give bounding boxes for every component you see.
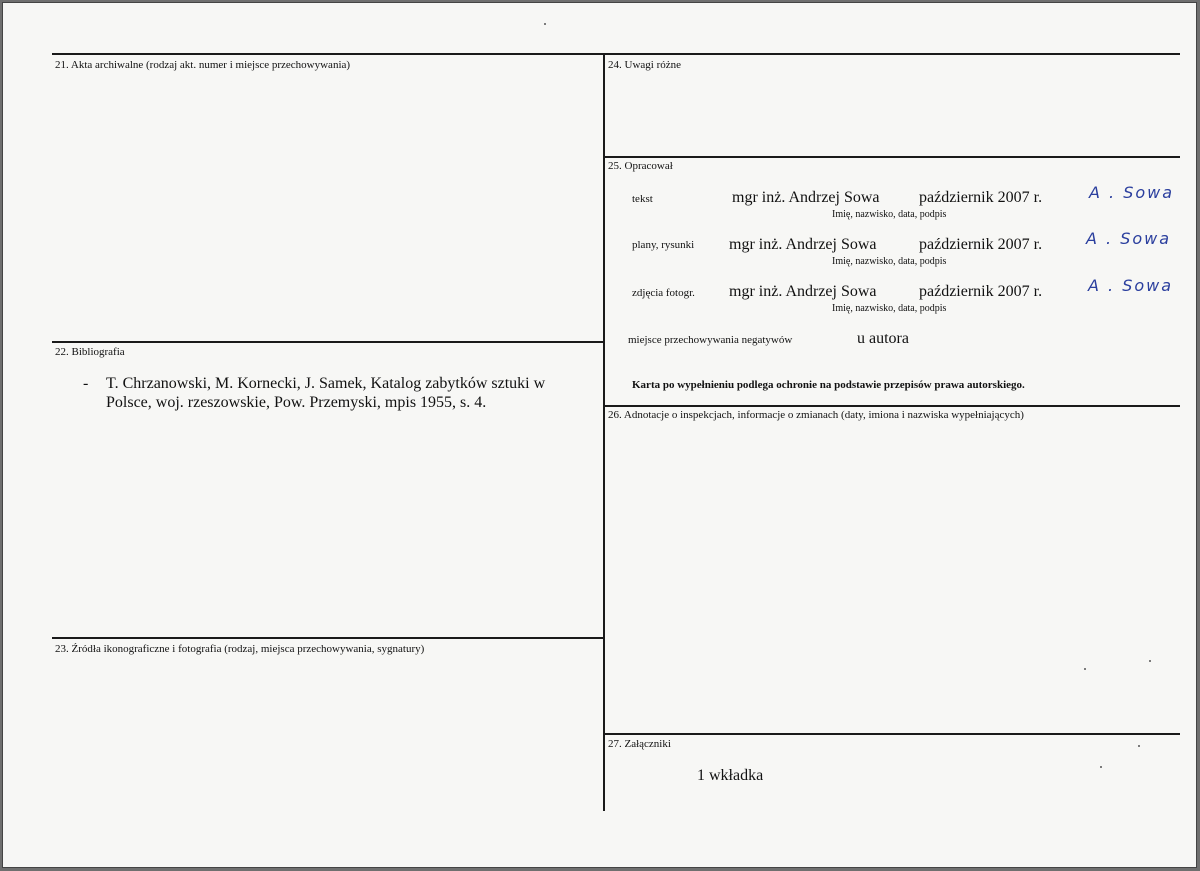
- prepared-author-photos: mgr inż. Andrzej Sowa: [729, 283, 877, 300]
- rule-left-23: [52, 637, 604, 639]
- negatives-storage-value: u autora: [857, 330, 909, 347]
- prepared-caption-photos: Imię, nazwisko, data, podpis: [832, 303, 947, 314]
- signature-text: A . Sowa: [1089, 183, 1175, 202]
- attachments-value: 1 wkładka: [697, 767, 764, 784]
- section-25-label: 25. Opracował: [608, 160, 673, 172]
- scan-speck: [544, 23, 546, 25]
- section-27-label: 27. Załączniki: [608, 738, 671, 750]
- record-card-sheet: [2, 2, 1197, 868]
- scan-speck: [1084, 668, 1086, 670]
- prepared-author-text: mgr inż. Andrzej Sowa: [732, 189, 880, 206]
- section-21-label: 21. Akta archiwalne (rodzaj akt. numer i miejsce przechowywania): [55, 59, 351, 71]
- bibliography-bullet: -: [83, 375, 89, 392]
- section-23-label: 23. Źródła ikonograficzne i fotografia (rodzaj, miejsca przechowywania, sygnatury): [55, 643, 425, 655]
- center-divider: [603, 53, 605, 811]
- prepared-date-photos: październik 2007 r.: [919, 283, 1043, 300]
- scan-speck: [1100, 766, 1102, 768]
- scan-speck: [1138, 745, 1140, 747]
- section-24-label: 24. Uwagi różne: [608, 59, 682, 71]
- copyright-note: Karta po wypełnieniu podlega ochronie na podstawie przepisów prawa autorskiego.: [632, 379, 1025, 391]
- prepared-author-plans: mgr inż. Andrzej Sowa: [729, 236, 877, 253]
- rule-right-26: [603, 405, 1180, 407]
- prepared-type-photos: zdjęcia fotogr.: [632, 287, 695, 299]
- bibliography-entry: T. Chrzanowski, M. Kornecki, J. Samek, Katalog zabytków sztuki w Polsce, woj. rzeszowskie, Pow. Przemyski, mpis 1955, s. 4.: [106, 375, 546, 411]
- prepared-caption-plans: Imię, nazwisko, data, podpis: [832, 256, 947, 267]
- signature-plans: A . Sowa: [1086, 229, 1172, 248]
- section-22-label: 22. Bibliografia: [55, 346, 125, 358]
- prepared-type-plans: plany, rysunki: [632, 239, 695, 251]
- top-rule: [52, 53, 1180, 55]
- section-26-label: 26. Adnotacje o inspekcjach, informacje o zmianach (daty, imiona i nazwiska wypełniających): [608, 409, 1024, 421]
- scan-speck: [1149, 660, 1151, 662]
- signature-photos: A . Sowa: [1088, 276, 1174, 295]
- prepared-date-text: październik 2007 r.: [919, 189, 1043, 206]
- negatives-storage-label: miejsce przechowywania negatywów: [628, 334, 793, 346]
- rule-right-25: [603, 156, 1180, 158]
- rule-left-22: [52, 341, 604, 343]
- prepared-date-plans: październik 2007 r.: [919, 236, 1043, 253]
- rule-right-27: [603, 733, 1180, 735]
- prepared-type-text: tekst: [632, 193, 653, 205]
- prepared-caption-text: Imię, nazwisko, data, podpis: [832, 209, 947, 220]
